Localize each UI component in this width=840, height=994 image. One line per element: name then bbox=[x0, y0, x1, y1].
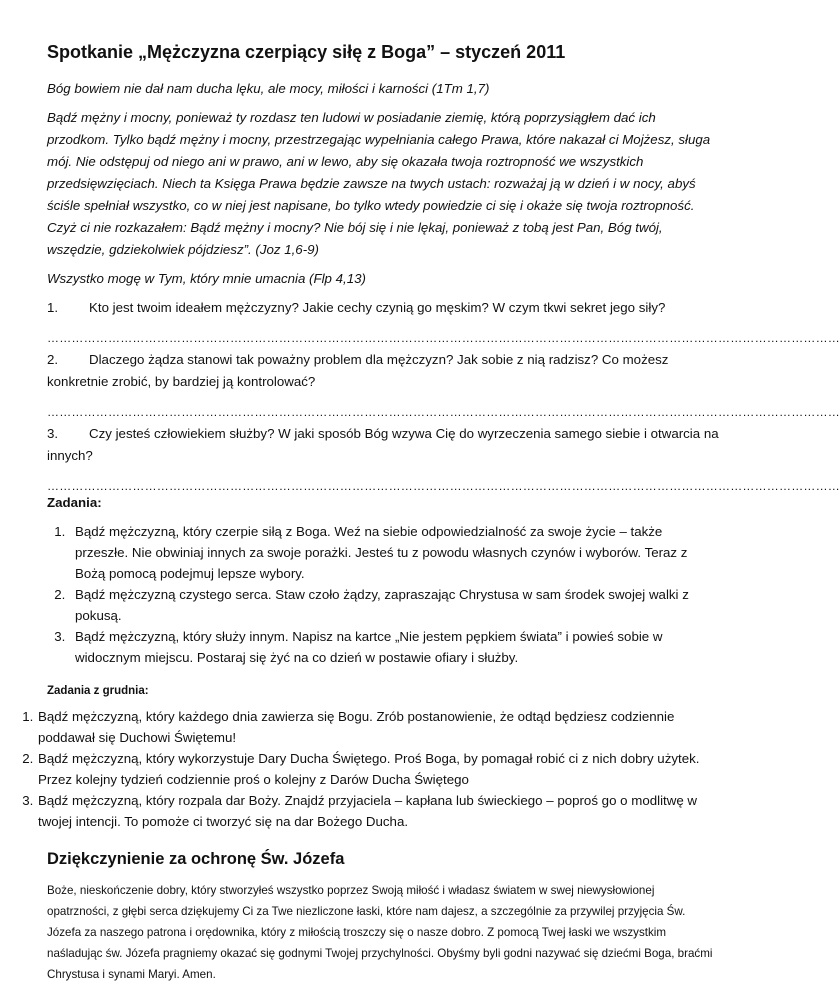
list-item: 3. Bądź mężczyzną, który służy innym. Napisz na kartce „Nie jestem pępkiem świata” i powieś sobie w widocznym miejscu. Postaraj się żyć na co dzień w postawie ofiary i służby. bbox=[69, 626, 719, 668]
answer-line: …………………………………………………………………………………………………………………………………………………………………………… bbox=[47, 479, 840, 493]
prayer-title: Dziękczynienie za ochronę Św. Józefa bbox=[47, 850, 345, 868]
question-3 bbox=[47, 423, 719, 467]
answer-line: …………………………………………………………………………………………………………………………………………………………………………… bbox=[47, 331, 840, 345]
december-tasks-label: Zadania z grudnia: bbox=[47, 685, 149, 697]
question-1 bbox=[47, 297, 719, 319]
prayer-text: Boże, nieskończenie dobry, który stworzyłeś wszystko poprzez Swoją miłość i władasz światem w swej niewysłowionej opatrzności, z głębi serca dziękujemy Ci za Twe niezliczone łaski, które nam dajesz, a szczególnie za przywilej przyjęcia Św. Józefa za naszego patrona i orędownika, który z miłością troszczy się o nasze dobro. Z pomocą Twej łaski we wszystkim naśladując św. Józefa pragniemy okazać się godnymi Twojej przychylności. Obyśmy byli godni nazywać się dziećmi Boga, braćmi Chrystusa i synami Maryi. Amen. bbox=[47, 884, 713, 981]
list-item: 2. Bądź mężczyzną, który wykorzystuje Dary Ducha Świętego. Proś Boga, by pomagał robić ci z nich dobry użytek. Przez kolejny tydzień codziennie proś o kolejny z Darów Ducha Świętego bbox=[37, 748, 719, 790]
question-number: 1. bbox=[47, 300, 59, 315]
quote-flp: Wszystko mogę w Tym, który mnie umacnia (Flp 4,13) bbox=[47, 271, 366, 286]
answer-line: …………………………………………………………………………………………………………………………………………………………………………… bbox=[47, 405, 840, 419]
list-item: 3. Bądź mężczyzną, który rozpala dar Boży. Znajdź przyjaciela – kapłana lub świeckiego – poproś go o modlitwę w twojej intencji. To pomoże ci tworzyć się na dar Bożego Ducha. bbox=[37, 790, 719, 832]
quote-1tm: Bóg bowiem nie dał nam ducha lęku, ale mocy, miłości i karności (1Tm 1,7) bbox=[47, 81, 490, 96]
list-item: 1. Bądź mężczyzną, który każdego dnia zawierza się Bogu. Zrób postanowienie, że odtąd będziesz codziennie poddawał się Duchowi Świętemu! bbox=[37, 706, 719, 748]
list-item: 1. Bądź mężczyzną, który czerpie siłą z Boga. Weź na siebie odpowiedzialność za swoje życie – także przeszłe. Nie obwiniaj innych za swoje porażki. Jesteś tu z powodu własnych czynów i wyborów. Teraz z Bożą pomocą podejmuj lepsze wybory. bbox=[69, 521, 719, 584]
tasks-list bbox=[69, 521, 719, 668]
quote-joz: Bądź mężny i mocny, ponieważ ty rozdasz ten ludowi w posiadanie ziemię, którą poprzysiągłem dać ich przodkom. Tylko bądź mężny i mocny, przestrzegając wypełniania całego Prawa, które nakazał ci Mojżesz, sługa mój. Nie odstępuj od niego ani w prawo, ani w lewo, aby się okazała twoja roztropność we wszystkich przedsięwzięciach. Niech ta Księga Prawa będzie zawsze na twych ustach: rozważaj ją w dzień i w nocy, abyś ściśle spełniał wszystko, co w niej jest napisane, bo tylko wtedy powiedzie ci się i okaże się twoja roztropność. Czyż ci nie rozkazałem: Bądź mężny i mocny? Nie bój się i nie lękaj, ponieważ z tobą jest Pan, Bóg twój, wszędzie, gdziekolwiek pójdziesz”. (Joz 1,6-9) bbox=[47, 110, 711, 257]
page-title: Spotkanie „Mężczyzna czerpiący siłę z Boga” – styczeń 2011 bbox=[47, 42, 566, 62]
question-text: Kto jest twoim ideałem mężczyzny? Jakie cechy czynią go męskim? W czym tkwi sekret jego siły? bbox=[89, 300, 666, 315]
list-item: 2. Bądź mężczyzną czystego serca. Staw czoło żądzy, zapraszając Chrystusa w sam środek swojej walki z pokusą. bbox=[69, 584, 719, 626]
document-page bbox=[38, 40, 840, 985]
question-number: 3. bbox=[47, 426, 59, 441]
question-number: 2. bbox=[47, 352, 59, 367]
december-tasks-list bbox=[18, 706, 719, 832]
question-2 bbox=[47, 349, 719, 393]
question-text: Czy jesteś człowiekiem służby? W jaki sposób Bóg wzywa Cię do wyrzeczenia samego siebie i otwarcia na innych? bbox=[47, 426, 719, 463]
tasks-label: Zadania: bbox=[47, 495, 102, 510]
question-text: Dlaczego żądza stanowi tak poważny problem dla mężczyzn? Jak sobie z nią radzisz? Co możesz konkretnie zrobić, by bardziej ją kontrolować? bbox=[47, 352, 669, 389]
